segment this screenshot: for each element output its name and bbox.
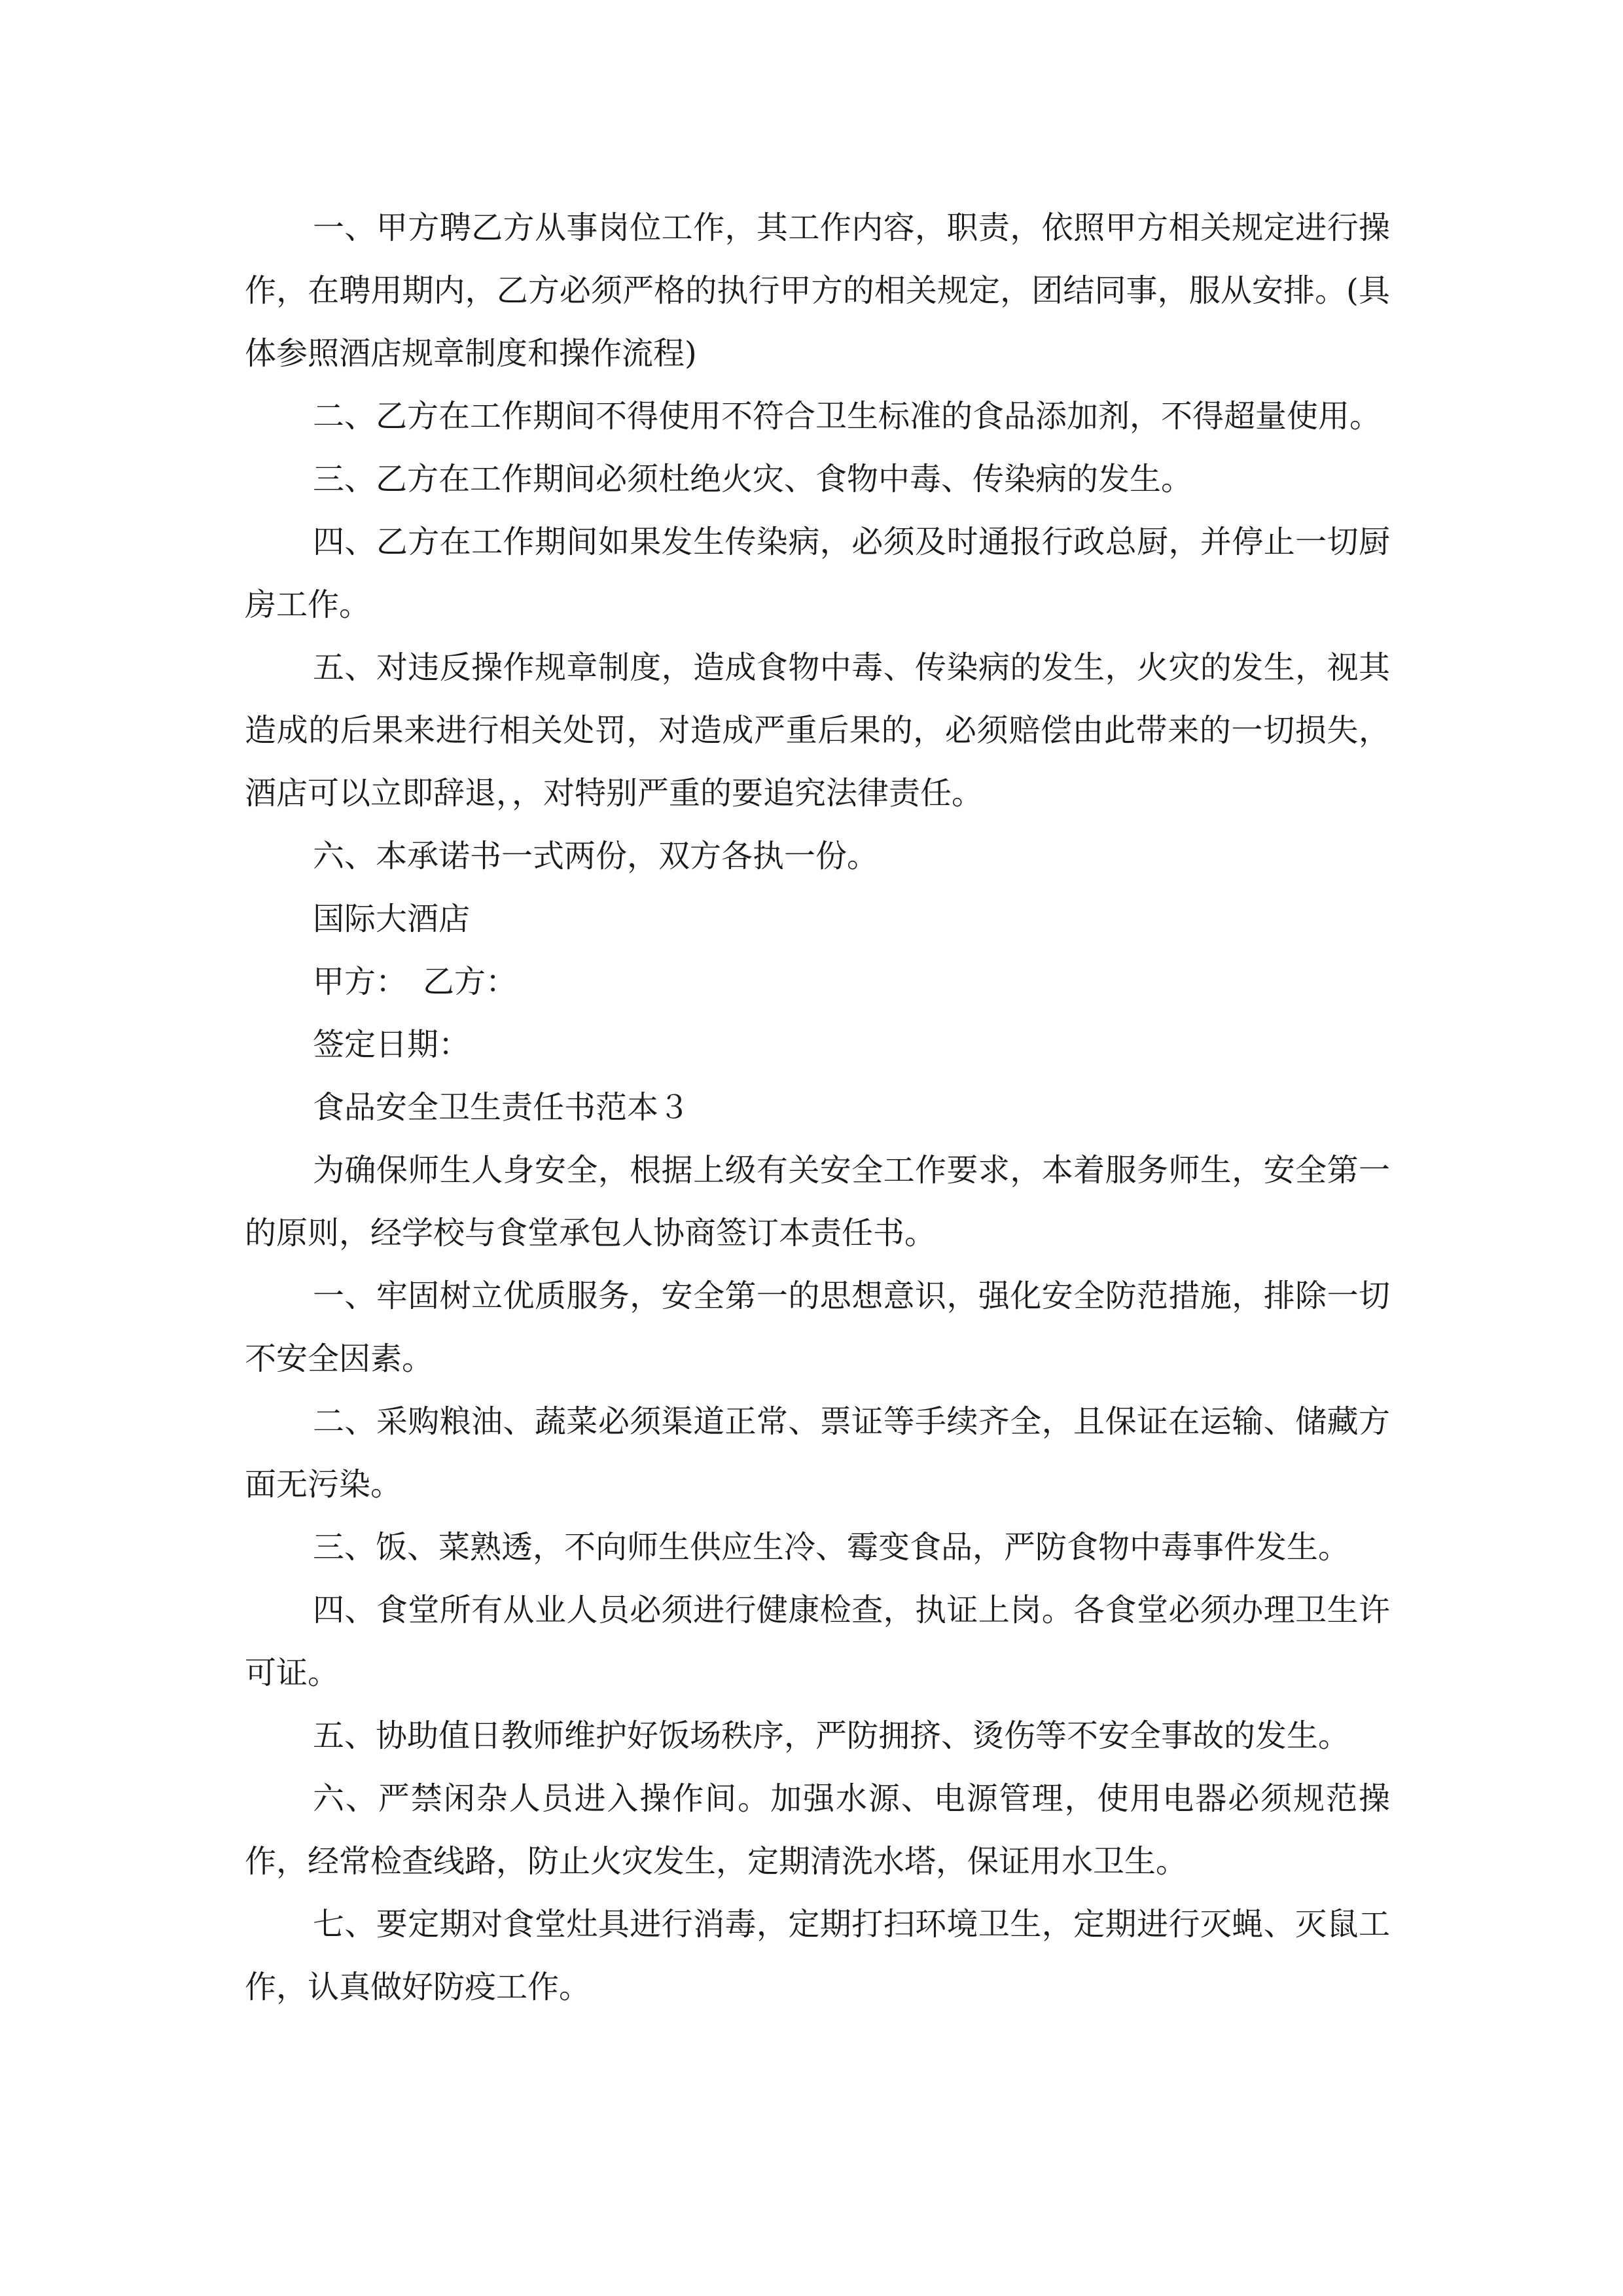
item-4-paragraph: 四、食堂所有从业人员必须进行健康检查，执证上岗。各食堂必须办理卫生许可证。 [245,1592,1390,1691]
item-7-paragraph: 七、要定期对食堂灶具进行消毒，定期打扫环境卫生，定期进行灭蝇、灭鼠工作，认真做好防疫工作。 [245,1906,1390,2005]
signing-date-line: 签定日期： [313,1026,471,1063]
item-3-paragraph: 三、饭、菜熟透，不向师生供应生冷、霉变食品，严防食物中毒事件发生。 [313,1529,1350,1566]
clause-5-paragraph: 五、对违反操作规章制度，造成食物中毒、传染病的发生，火灾的发生，视其造成的后果来进行相关处罚，对造成严重后果的，必须赔偿由此带来的一切损失，酒店可以立即辞退，，对特别严重的要追究法律责任。 [245,649,1390,812]
item-5-paragraph: 五、协助值日教师维护好饭场秩序，严防拥挤、烫伤等不安全事故的发生。 [313,1717,1350,1754]
document-body [245,196,1390,2018]
section-title: 食品安全卫生责任书范本３ [313,1089,690,1126]
item-6-paragraph: 六、严禁闲杂人员进入操作间。加强水源、电源管理，使用电器必须规范操作，经常检查线路，防止火灾发生，定期清洗水塔，保证用水卫生。 [245,1780,1390,1880]
item-2-paragraph: 二、采购粮油、蔬菜必须渠道正常、票证等手续齐全，且保证在运输、储藏方面无污染。 [245,1403,1390,1503]
clause-6-paragraph: 六、本承诺书一式两份，双方各执一份。 [313,838,879,874]
intro-paragraph: 为确保师生人身安全，根据上级有关安全工作要求，本着服务师生，安全第一的原则，经学校与食堂承包人协商签订本责任书。 [245,1152,1390,1251]
item-1-paragraph: 一、牢固树立优质服务，安全第一的思想意识，强化安全防范措施，排除一切不安全因素。 [245,1278,1390,1377]
parties-signature-line: 甲方： 乙方： [313,963,518,1000]
clause-1-paragraph: 一、甲方聘乙方从事岗位工作，其工作内容，职责，依照甲方相关规定进行操作，在聘用期内，乙方必须严格的执行甲方的相关规定，团结同事，服从安排。(具体参照酒店规章制度和操作流程) [245,209,1390,372]
clause-3-paragraph: 三、乙方在工作期间必须杜绝火灾、食物中毒、传染病的发生。 [313,461,1193,497]
clause-2-paragraph: 二、乙方在工作期间不得使用不符合卫生标准的食品添加剂，不得超量使用。 [313,398,1382,435]
clause-4-paragraph: 四、乙方在工作期间如果发生传染病，必须及时通报行政总厨，并停止一切厨房工作。 [245,524,1390,623]
hotel-name: 国际大酒店 [313,901,471,937]
